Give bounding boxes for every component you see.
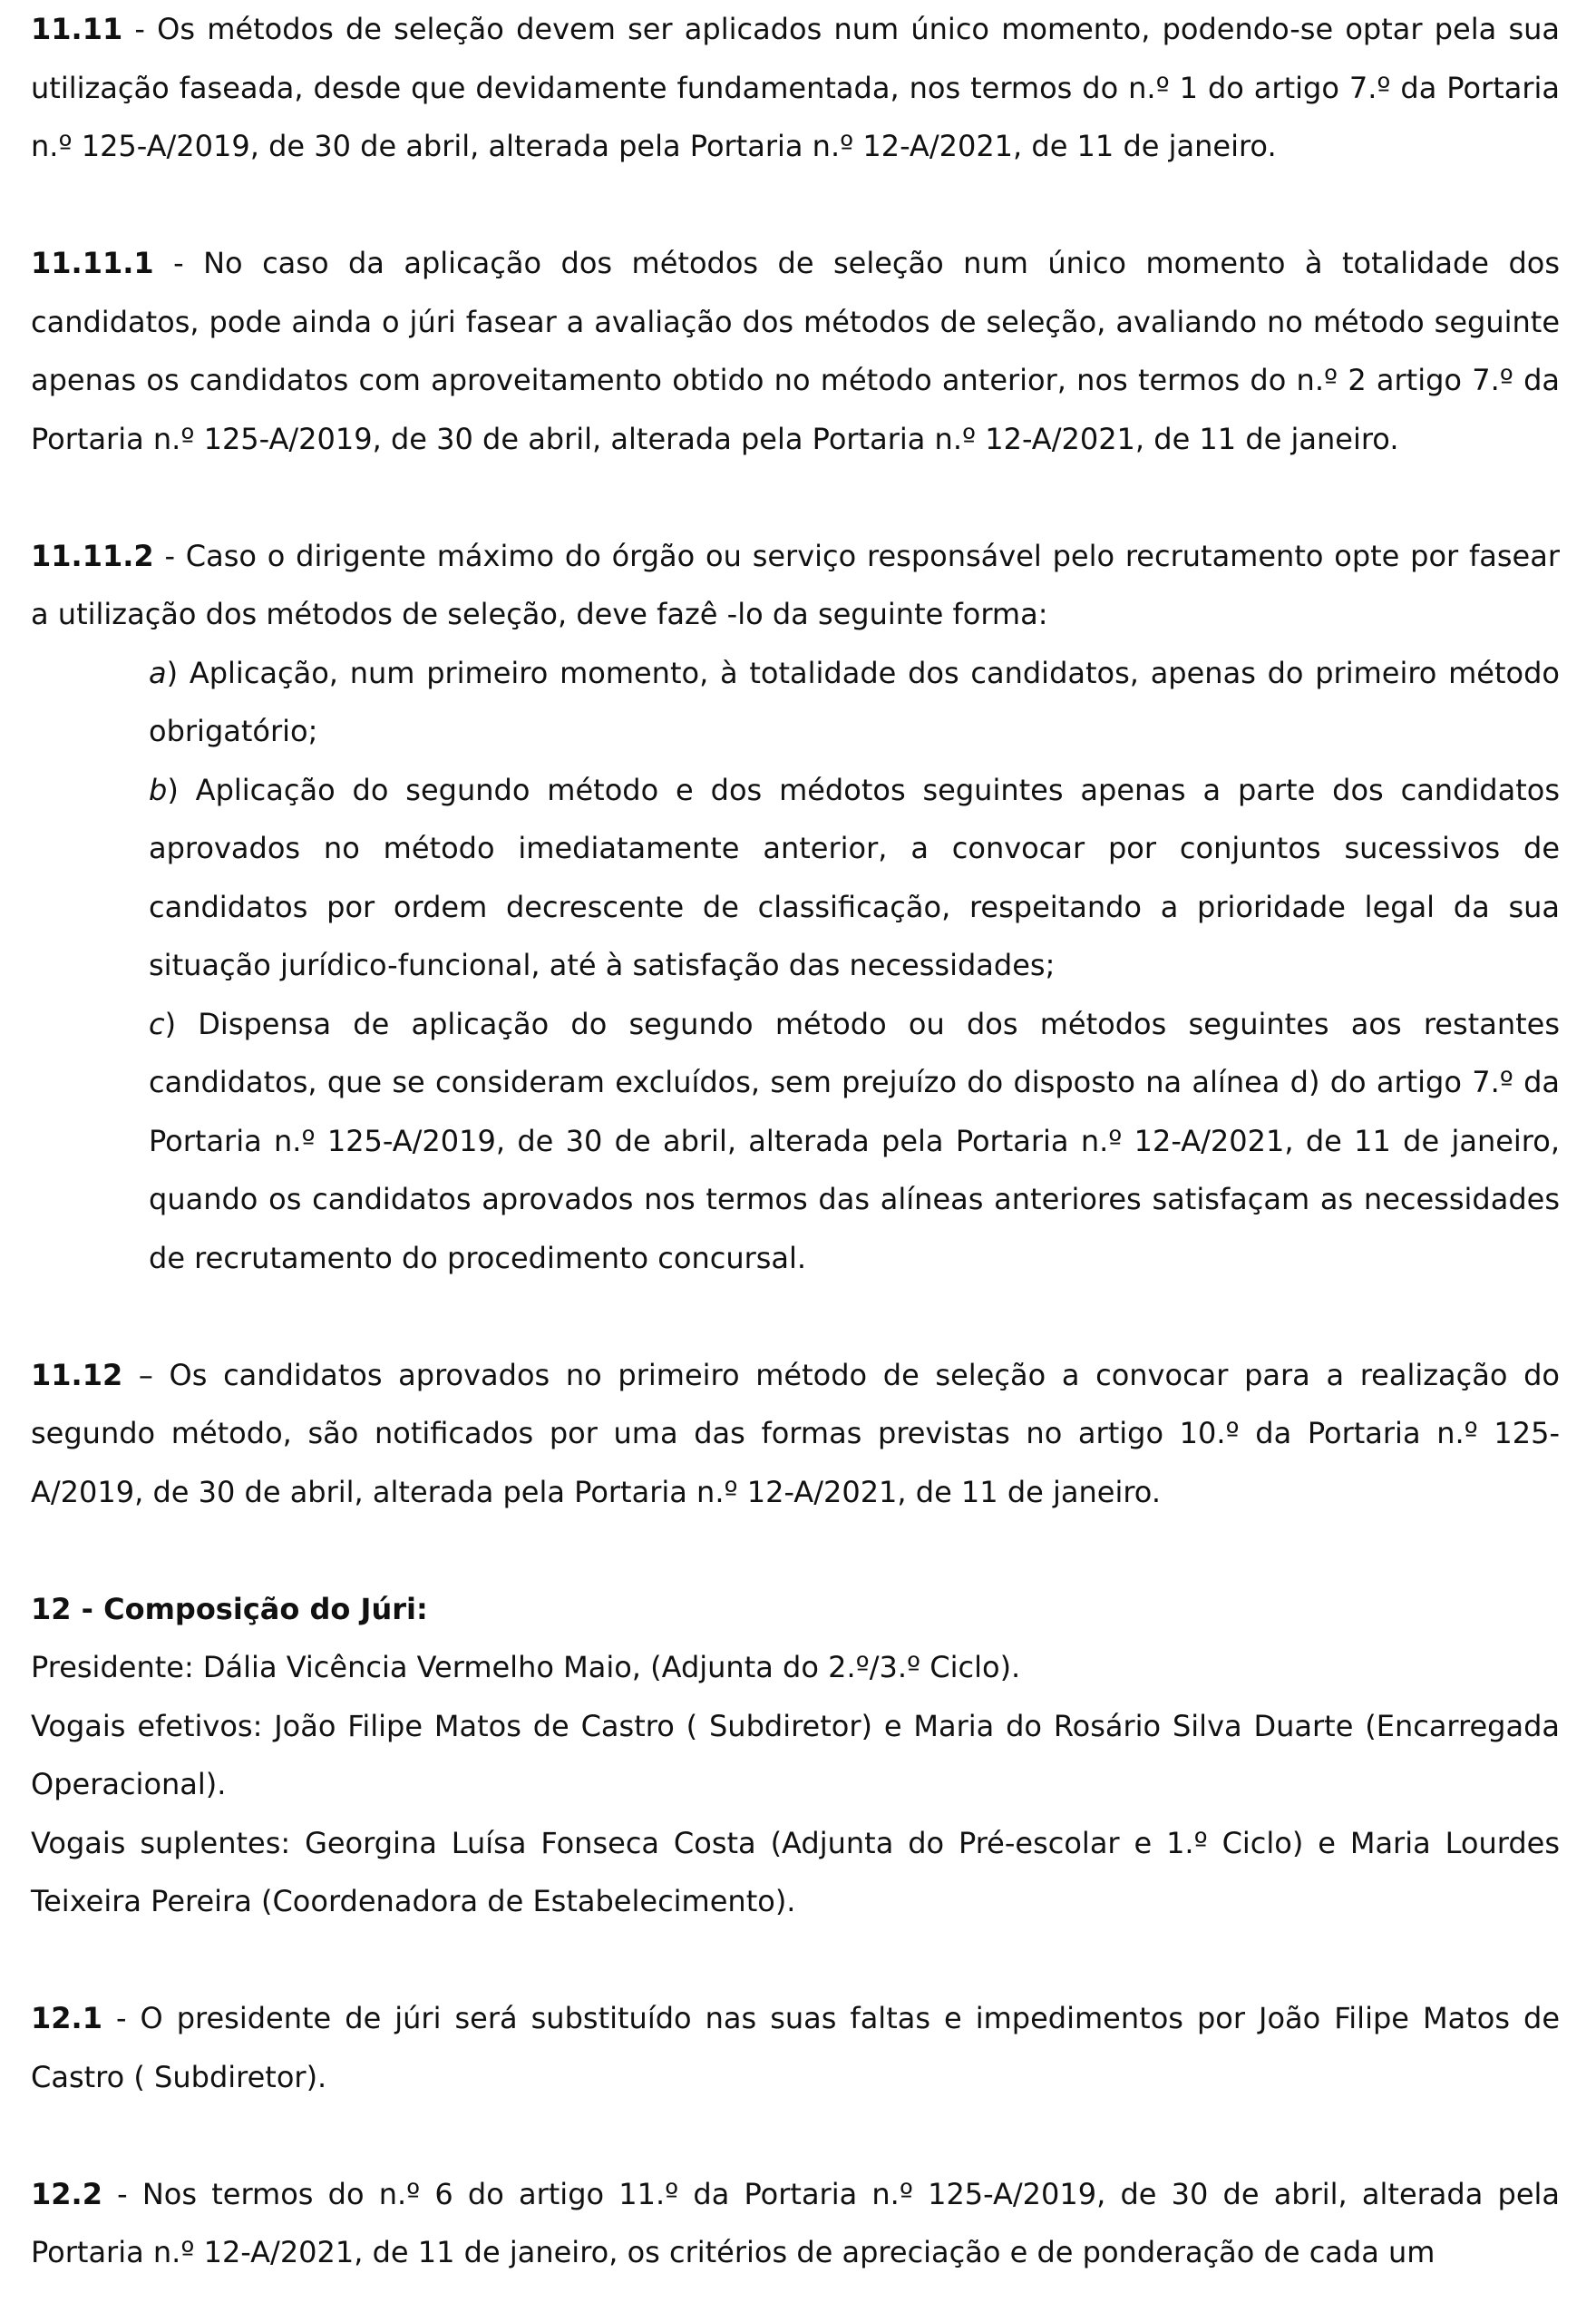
jury-vogais-efetivos: Vogais efetivos: João Filipe Matos de Castro ( Subdiretor) e Maria do Rosário Silva Duarte (Encarregada Operacional). [31,1708,1560,1801]
paragraph-12-2 [31,2165,1560,2282]
paragraph-text: – Os candidatos aprovados no primeiro método de seleção a convocar para a realização do segundo método, são notificados por uma das formas previstas no artigo 10.º da Portaria n.º 125-A/2019, de 30 de abril, alterada pela Portaria n.º 12-A/2021, de 11 de janeiro. [31,1357,1560,1509]
section-number: 12.2 [31,2176,102,2211]
paragraph-text: - O presidente de júri será substituído nas suas faltas e impedimentos por João Filipe Matos de Castro ( Subdiretor). [31,2001,1560,2094]
document-page [31,0,1560,2282]
paragraph-11-11-2 [31,527,1560,644]
section-number: 11.11.2 [31,538,154,573]
list-item-text: ) Aplicação do segundo método e dos médotos seguintes apenas a parte dos candidatos aprovados no método imediatamente anterior, a convocar por conjuntos sucessivos de candidatos por ordem decrescente de classificação, respeitando a prioridade legal da sua situação jurídico-funcional, até à satisfação das necessidades; [149,772,1560,982]
section-number: 12.1 [31,2001,102,2035]
paragraph-text: - Nos termos do n.º 6 do artigo 11.º da Portaria n.º 125-A/2019, de 30 de abril, alterada pela Portaria n.º 12-A/2021, de 11 de janeiro, os critérios de apreciação e de ponderação de cada um [31,2176,1560,2269]
section-number: 11.12 [31,1357,123,1392]
list-letter: c [149,1006,165,1041]
section-heading-12: 12 - Composição do Júri: [31,1591,428,1626]
paragraph-11-11 [31,0,1560,176]
paragraph-11-12 [31,1346,1560,1522]
spacer [31,1931,1560,1990]
spacer [31,468,1560,527]
spacer [31,2106,1560,2165]
list-letter: a [149,655,167,690]
section-number: 11.11 [31,12,123,46]
paragraph-text: - No caso da aplicação dos métodos de seleção num único momento à totalidade dos candidatos, pode ainda o júri fasear a avaliação dos métodos de seleção, avaliando no método seguinte apenas os candidatos com aproveitamento obtido no método anterior, nos termos do n.º 2 artigo 7.º da Portaria n.º 125-A/2019, de 30 de abril, alterada pela Portaria n.º 12-A/2021, de 11 de janeiro. [31,246,1560,456]
list-letter: b [149,772,168,807]
list-item-text: ) Dispensa de aplicação do segundo método ou dos métodos seguintes aos restantes candidatos, que se consideram excluídos, sem prejuízo do disposto na alínea d) do artigo 7.º da Portaria n.º 125-A/2019, de 30 de abril, alterada pela Portaria n.º 12-A/2021, de 11 de janeiro, quando os candidatos aprovados nos termos das alíneas anteriores satisfaçam as necessidades de recrutamento do procedimento concursal. [149,1006,1560,1275]
paragraph-11-11-1 [31,234,1560,468]
paragraph-12-1 [31,1989,1560,2106]
list-item-a [31,644,1560,761]
jury-vogais-suplentes: Vogais suplentes: Georgina Luísa Fonseca Costa (Adjunta do Pré-escolar e 1.º Ciclo) e Maria Lourdes Teixeira Pereira (Coordenadora de Estabelecimento). [31,1825,1560,1918]
list-item-text: ) Aplicação, num primeiro momento, à totalidade dos candidatos, apenas do primeiro método obrigatório; [149,655,1560,748]
jury-president: Presidente: Dália Vicência Vermelho Maio, (Adjunta do 2.º/3.º Ciclo). [31,1650,1021,1684]
spacer [31,176,1560,235]
list-item-b [31,761,1560,995]
paragraph-text: - Caso o dirigente máximo do órgão ou serviço responsável pelo recrutamento opte por fasear a utilização dos métodos de seleção, deve fazê -lo da seguinte forma: [31,538,1560,631]
spacer [31,1521,1560,1580]
paragraph-text: - Os métodos de seleção devem ser aplicados num único momento, podendo-se optar pela sua utilização faseada, desde que devidamente fundamentada, nos termos do n.º 1 do artigo 7.º da Portaria n.º 125-A/2019, de 30 de abril, alterada pela Portaria n.º 12-A/2021, de 11 de janeiro. [31,12,1560,163]
section-number: 11.11.1 [31,246,154,280]
spacer [31,1287,1560,1346]
list-item-c [31,995,1560,1288]
